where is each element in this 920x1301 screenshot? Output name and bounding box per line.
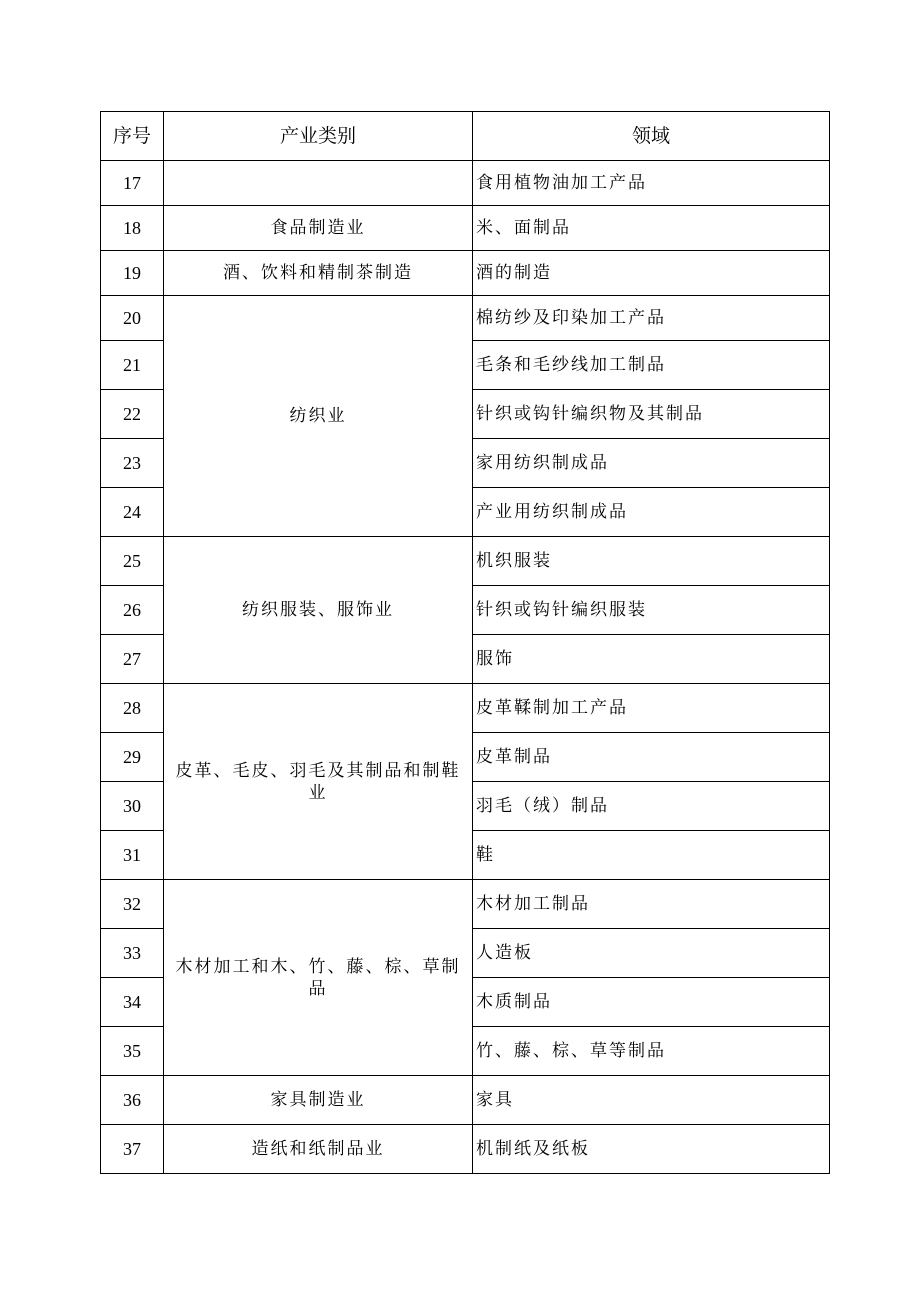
row-number: 21 <box>101 341 164 390</box>
row-domain: 皮革制品 <box>473 733 830 782</box>
row-category: 家具制造业 <box>164 1076 473 1125</box>
row-number: 17 <box>101 161 164 206</box>
table-row <box>101 296 830 341</box>
row-number: 37 <box>101 1125 164 1174</box>
row-domain: 机织服装 <box>473 537 830 586</box>
row-domain: 鞋 <box>473 831 830 880</box>
row-domain: 竹、藤、棕、草等制品 <box>473 1027 830 1076</box>
row-number: 19 <box>101 251 164 296</box>
row-domain: 棉纺纱及印染加工产品 <box>473 296 830 341</box>
row-number: 33 <box>101 929 164 978</box>
row-category: 造纸和纸制品业 <box>164 1125 473 1174</box>
row-number: 28 <box>101 684 164 733</box>
row-category: 纺织业 <box>164 296 473 537</box>
row-domain: 服饰 <box>473 635 830 684</box>
table-row <box>101 161 830 206</box>
table-row <box>101 206 830 251</box>
table-row <box>101 251 830 296</box>
row-domain: 酒的制造 <box>473 251 830 296</box>
row-category: 食品制造业 <box>164 206 473 251</box>
row-number: 22 <box>101 390 164 439</box>
row-domain: 羽毛（绒）制品 <box>473 782 830 831</box>
row-domain: 针织或钩针编织物及其制品 <box>473 390 830 439</box>
table-row <box>101 1125 830 1174</box>
row-domain: 产业用纺织制成品 <box>473 488 830 537</box>
row-number: 32 <box>101 880 164 929</box>
row-number: 25 <box>101 537 164 586</box>
row-number: 30 <box>101 782 164 831</box>
row-domain: 米、面制品 <box>473 206 830 251</box>
table-row <box>101 880 830 929</box>
row-domain: 人造板 <box>473 929 830 978</box>
row-domain: 皮革鞣制加工产品 <box>473 684 830 733</box>
row-number: 36 <box>101 1076 164 1125</box>
row-number: 31 <box>101 831 164 880</box>
header-domain: 领域 <box>473 112 830 161</box>
row-number: 20 <box>101 296 164 341</box>
row-domain: 机制纸及纸板 <box>473 1125 830 1174</box>
row-category: 皮革、毛皮、羽毛及其制品和制鞋业 <box>164 684 473 880</box>
row-domain: 家具 <box>473 1076 830 1125</box>
row-domain: 家用纺织制成品 <box>473 439 830 488</box>
row-number: 18 <box>101 206 164 251</box>
table-row <box>101 1076 830 1125</box>
header-serial-number: 序号 <box>101 112 164 161</box>
row-number: 27 <box>101 635 164 684</box>
table-header-row <box>101 112 830 161</box>
row-category: 木材加工和木、竹、藤、棕、草制品 <box>164 880 473 1076</box>
row-category: 酒、饮料和精制茶制造 <box>164 251 473 296</box>
table-row <box>101 537 830 586</box>
row-category: 纺织服装、服饰业 <box>164 537 473 684</box>
row-number: 34 <box>101 978 164 1027</box>
row-domain: 木质制品 <box>473 978 830 1027</box>
row-domain: 食用植物油加工产品 <box>473 161 830 206</box>
row-number: 29 <box>101 733 164 782</box>
row-number: 35 <box>101 1027 164 1076</box>
row-number: 24 <box>101 488 164 537</box>
industry-table <box>100 111 830 1174</box>
row-number: 23 <box>101 439 164 488</box>
header-industry-category: 产业类别 <box>164 112 473 161</box>
row-category <box>164 161 473 206</box>
row-domain: 毛条和毛纱线加工制品 <box>473 341 830 390</box>
row-domain: 针织或钩针编织服装 <box>473 586 830 635</box>
table-row <box>101 684 830 733</box>
row-domain: 木材加工制品 <box>473 880 830 929</box>
row-number: 26 <box>101 586 164 635</box>
